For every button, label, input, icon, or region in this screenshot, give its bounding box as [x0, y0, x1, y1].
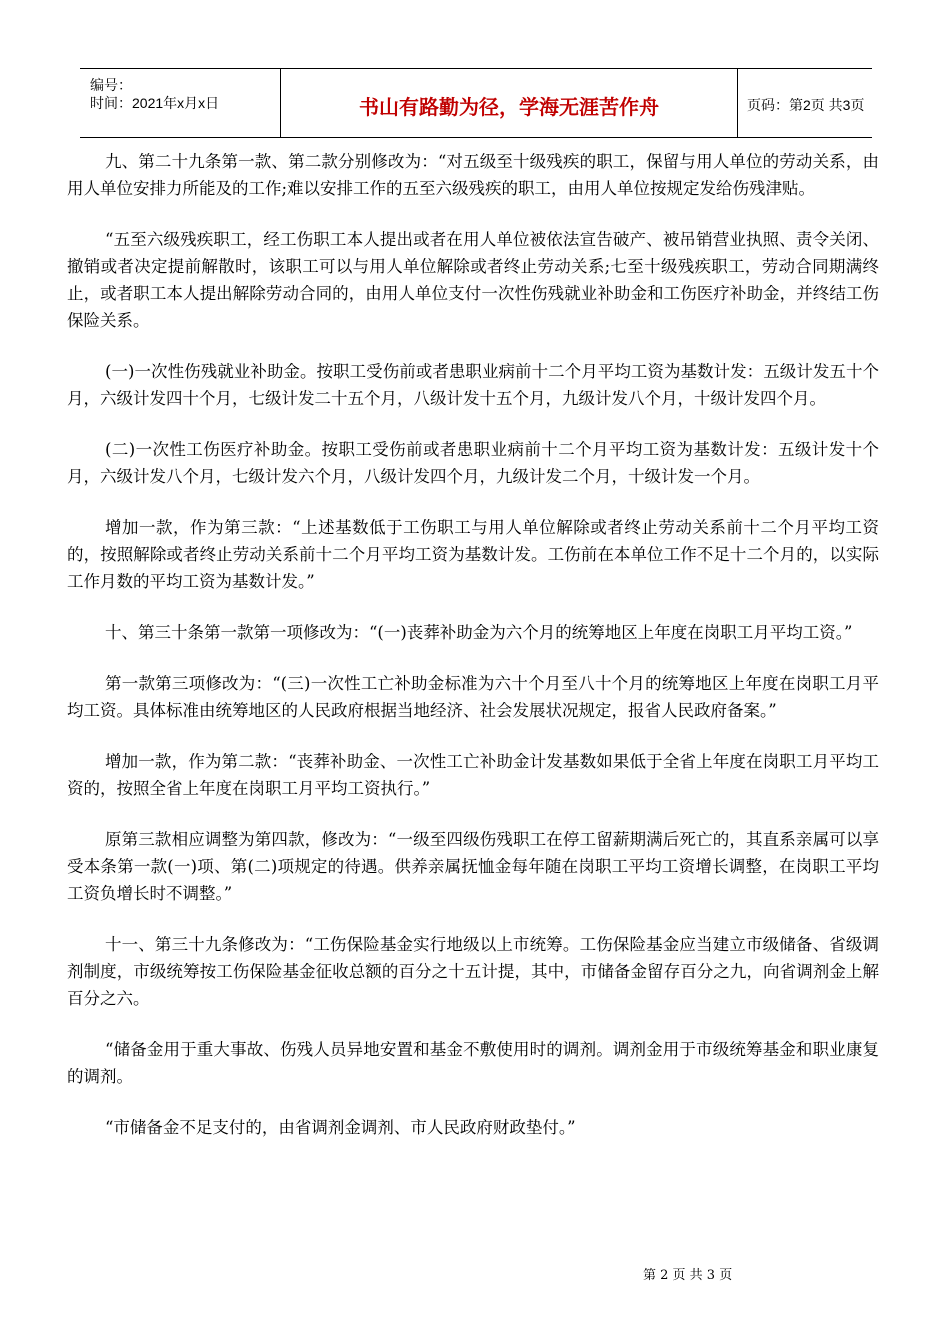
- paragraph: 原第三款相应调整为第四款，修改为：“一级至四级伤残职工在停工留薪期满后死亡的，其直系亲属可以享受本条第一款(一)项、第(二)项规定的待遇。供养亲属抚恤金每年随在岗职工平均工资增长调整，在岗职工平均工资负增长时不调整。”: [67, 830, 879, 903]
- document-date-label: 时间：2021年x月x日: [90, 95, 220, 111]
- paragraph: 增加一款，作为第二款：“丧葬补助金、一次性工亡补助金计发基数如果低于全省上年度在岗职工月平均工资的，按照全省上年度在岗职工月平均工资执行。”: [67, 752, 879, 798]
- paragraph: 十、第三十条第一款第一项修改为：“(一)丧葬补助金为六个月的统筹地区上年度在岗职工月平均工资。”: [105, 623, 853, 642]
- paragraph: 九、第二十九条第一款、第二款分别修改为：“对五级至十级残疾的职工，保留与用人单位的劳动关系，由用人单位安排力所能及的工作;难以安排工作的五至六级残疾的职工，由用人单位按规定发给伤残津贴。: [67, 152, 879, 198]
- document-header: [80, 68, 872, 138]
- header-slogan-cell: [280, 69, 738, 137]
- paragraph: “市储备金不足支付的，由省调剂金调剂、市人民政府财政垫付。”: [105, 1118, 576, 1137]
- page-footer: 第 2 页 共 3 页: [643, 1268, 733, 1283]
- paragraph: (一)一次性伤残就业补助金。按职工受伤前或者患职业病前十二个月平均工资为基数计发：五级计发五十个月，六级计发四十个月，七级计发二十五个月，八级计发十五个月，九级计发八个月，十级计发四个月。: [67, 362, 879, 408]
- document-body: [67, 148, 879, 1165]
- paragraph: 增加一款，作为第三款：“上述基数低于工伤职工与用人单位解除或者终止劳动关系前十二个月平均工资的，按照解除或者终止劳动关系前十二个月平均工资为基数计发。工伤前在本单位工作不足十二个月的，以实际工作月数的平均工资为基数计发。”: [67, 518, 879, 591]
- paragraph: “五至六级残疾职工，经工伤职工本人提出或者在用人单位被依法宣告破产、被吊销营业执照、责令关闭、撤销或者决定提前解散时，该职工可以与用人单位解除或者终止劳动关系;七至十级残疾职工，劳动合同期满终止，或者职工本人提出解除劳动合同的，由用人单位支付一次性伤残就业补助金和工伤医疗补助金，并终结工伤保险关系。: [67, 230, 879, 330]
- header-slogan: 书山有路勤为径，学海无涯苦作舟: [359, 95, 659, 119]
- paragraph: (二)一次性工伤医疗补助金。按职工受伤前或者患职业病前十二个月平均工资为基数计发：五级计发十个月，六级计发八个月，七级计发六个月，八级计发四个月，九级计发二个月，十级计发一个月。: [67, 440, 879, 486]
- header-page-cell: [737, 69, 872, 137]
- header-meta-cell: [80, 69, 280, 137]
- paragraph: 第一款第三项修改为：“(三)一次性工亡补助金标准为六十个月至八十个月的统筹地区上年度在岗职工月平均工资。具体标准由统筹地区的人民政府根据当地经济、社会发展状况规定，报省人民政府备案。”: [67, 674, 879, 720]
- header-page-number: 页码：第2页 共3页: [747, 97, 865, 113]
- paragraph: 十一、第三十九条修改为：“工伤保险基金实行地级以上市统筹。工伤保险基金应当建立市级储备、省级调剂制度，市级统筹按工伤保险基金征收总额的百分之十五计提，其中，市储备金留存百分之九，向省调剂金上解百分之六。: [67, 935, 879, 1008]
- paragraph: “储备金用于重大事故、伤残人员异地安置和基金不敷使用时的调剂。调剂金用于市级统筹基金和职业康复的调剂。: [67, 1040, 879, 1086]
- document-number-label: 编号：: [90, 77, 132, 93]
